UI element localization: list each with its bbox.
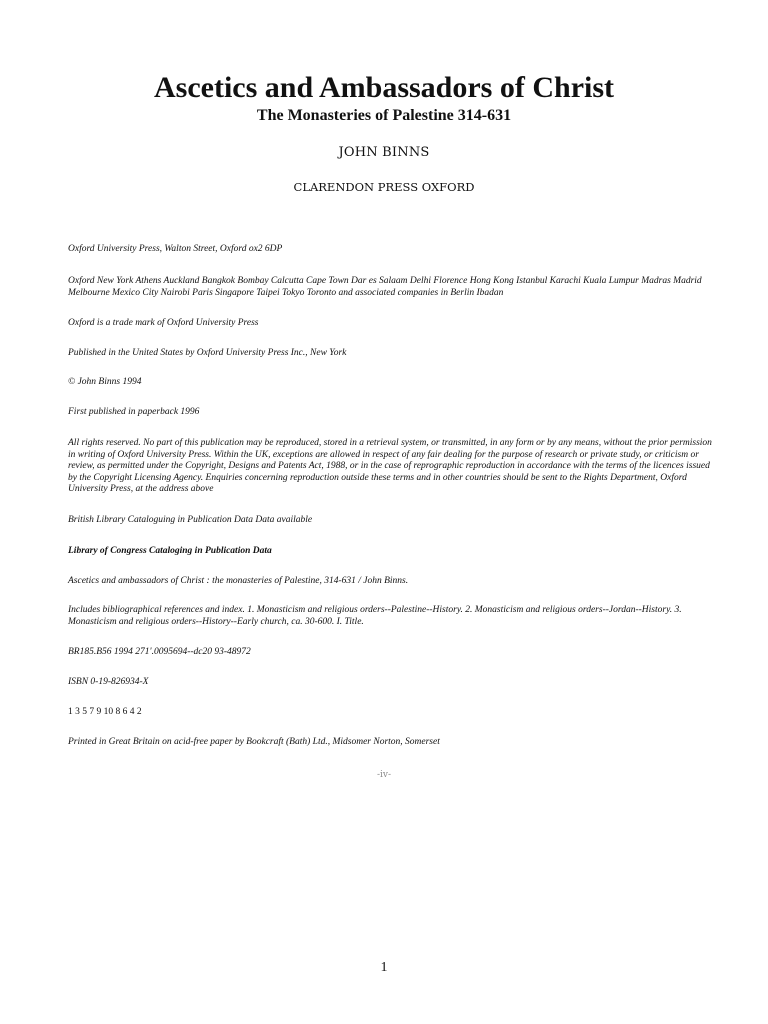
copyright-notice: © John Binns 1994 xyxy=(68,377,142,387)
isbn: ISBN 0-19-826934-X xyxy=(68,677,149,687)
printer-notice: Printed in Great Britain on acid-free paper by Bookcraft (Bath) Ltd., Midsomer Norton, Somerset xyxy=(68,737,440,747)
trademark-notice: Oxford is a trade mark of Oxford University Press xyxy=(68,318,259,328)
author-name: JOHN BINNS xyxy=(338,145,430,160)
us-publication-notice: Published in the United States by Oxford University Press Inc., New York xyxy=(68,348,347,358)
page-number: 1 xyxy=(380,960,388,975)
roman-folio: -iv- xyxy=(376,770,392,780)
call-number: BR185.B56 1994 271'.0095694--dc20 93-48972 xyxy=(68,647,251,657)
book-title: Ascetics and Ambassadors of Christ xyxy=(153,71,615,104)
publisher-name: CLARENDON PRESS OXFORD xyxy=(293,180,475,194)
library-of-congress-heading: Library of Congress Cataloging in Publication Data xyxy=(68,546,272,556)
cataloging-title-entry: Ascetics and ambassadors of Christ : the monasteries of Palestine, 314-631 / John Binns. xyxy=(68,576,409,586)
associated-cities: Oxford New York Athens Auckland Bangkok Bombay Calcutta Cape Town Dar es Salaam Delhi Florence Hong Kong Istanbul Karachi Kuala Lumpur Madras Madrid Melbourne Mexico City Nairobi Paris Singapore Taipei Tokyo Toronto and associated companies in Berlin Ibadan xyxy=(68,276,702,298)
first-published-note: First published in paperback 1996 xyxy=(68,407,200,417)
british-library-cataloguing: British Library Cataloguing in Publication Data Data available xyxy=(68,515,313,525)
book-subtitle: The Monasteries of Palestine 314-631 xyxy=(256,107,512,124)
subject-headings: Includes bibliographical references and index. 1. Monasticism and religious orders--Palestine--History. 2. Monasticism and religious orders--Jordan--History. 3. Monasticism and religious orders--History--Early church, ca. 30-600. I. Title. xyxy=(68,605,682,627)
publisher-address: Oxford University Press, Walton Street, Oxford ox2 6DP xyxy=(68,244,283,254)
printing-line: 1 3 5 7 9 10 8 6 4 2 xyxy=(68,707,142,717)
rights-reserved-paragraph: All rights reserved. No part of this publication may be reproduced, stored in a retrieval system, or transmitted, in any form or by any means, without the prior permission in writing of Oxford University Press. Within the UK, exceptions are allowed in respect of any fair dealing for the purpose of research or private study, or criticism or review, as permitted under the Copyright, Designs and Patents Act, 1988, or in the case of reprographic reproduction in accordance with the terms of the licences issued by the Copyright Licensing Agency. Enquiries concerning reproduction outside these terms and in other countries should be sent to the Rights Department, Oxford University Press, at the address above xyxy=(68,438,712,494)
